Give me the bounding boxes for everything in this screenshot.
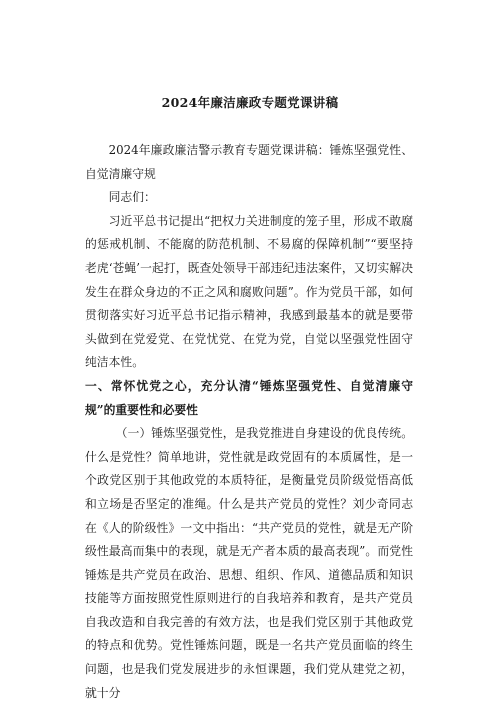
- document-body: [85, 139, 413, 705]
- section-heading: 一、常怀忧党之心，充分认清“锤炼坚强党性、自觉清廉守规”的重要性和必要性: [85, 378, 413, 417]
- salutation-paragraph: 同志们：: [108, 190, 156, 205]
- subtitle-paragraph: 2024年廉政廉洁警示教育专题党课讲稿：锤炼坚强党性、自觉清廉守规: [85, 143, 413, 181]
- body-paragraph: （一）锤炼坚强党性，是我党推进自身建设的优良传统。什么是党性？简单地讲，党性就是政党固有的本质属性，是一个政党区别于其他政党的本质特征，是衡量党员阶级觉悟高低和立场是否坚定的准绳。什么是共产党员的党性？刘少奇同志在《人的阶级性》一文中指出：“共产党员的党性，就是无产阶级性最高而集中的表现，就是无产者本质的最高表现”。而党性锤炼是共产党员在政治、思想、组织、作风、道德品质和知识技能等方面按照党性原则进行的自我培养和教育，是共产党员自我改造和自我完善的有效方法，也是我们党区别于其他政党的特点和优势。党性锤炼问题，既是一名共产党员面临的终生问题，也是我们党发展进步的永恒课题，我们党从建党之初，就十分: [85, 426, 413, 700]
- document-title: 2024年廉洁廉政专题党课讲稿: [161, 95, 339, 110]
- body-paragraph: 习近平总书记提出“把权力关进制度的笼子里，形成不敢腐的惩戒机制、不能腐的防范机制、不易腐的保障机制”“要坚持老虎‘苍蝇’一起打，既查处领导干部违纪违法案件，又切实解决发生在群众身边的不正之风和腐败问题”。作为党员干部，如何贯彻落实好习近平总书记指示精神，我感到最基本的就是要带头做到在党爱党、在党忧党、在党为党，自觉以坚强党性固守纯洁本性。: [85, 213, 413, 370]
